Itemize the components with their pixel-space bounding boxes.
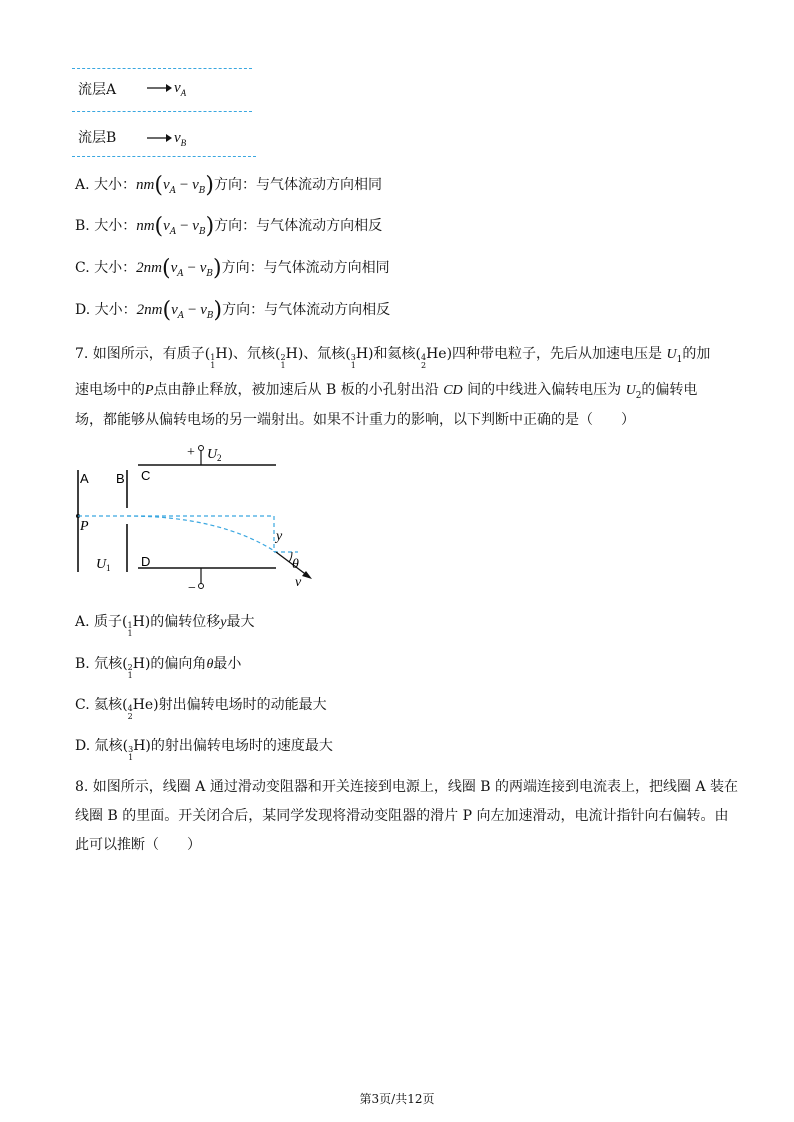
layer-a-label: 流层A [78,82,117,98]
label-d: D [141,554,151,569]
layer-b-velocity: $v_B$ [174,130,187,148]
layer-b-arrow [146,132,172,144]
label-c: C [141,468,151,483]
q7-option-d: D. 氚核( 3 1 H)的射出偏转电场时的速度最大 [75,738,333,762]
layer-a-velocity: $v_A$ [174,80,187,98]
label-y: y [276,529,283,544]
q8-stem-line3: 此可以推断（ ） [75,837,201,853]
q8-stem-line2: 线圈 B 的里面。开关闭合后，某同学发现将滑动变阻器的滑片 P 向左加速滑动，电流计指针向右偏转。由 [75,808,729,824]
label-theta: θ [292,557,299,572]
label-plus: + [187,445,195,460]
label-u2: U [207,447,218,462]
q6-option-b: B. 大小：$nm(v_A - v_B)$方向：与气体流动方向相反 [75,214,383,239]
q6-option-a: A. 大小：$nm(v_A - v_B)$方向：与气体流动方向相同 [75,173,382,198]
label-b: B [116,471,125,486]
q7-stem-line3: 场，都能够从偏转电场的另一端射出。如果不计重力的影响，以下判断中正确的是（ ） [75,412,635,428]
terminal-bottom [199,584,204,589]
q7-stem-line2: 速电场中的P点由静止释放，被加速后从 B 板的小孔射出沿 CD 间的中线进入偏转电压为 $U_2$的偏转电 [75,382,698,401]
label-u1: U [96,557,107,572]
q7-option-a: A. 质子( 1 1 H)的偏转位移y最大 [75,614,255,638]
layer-divider-top [72,68,252,69]
label-u1-sub: 1 [106,563,111,573]
layer-divider-bottom [72,156,256,157]
layer-a-arrow [146,82,172,94]
label-v: v [295,575,302,590]
q8-stem-line1: 8. 如图所示，线圈 A 通过滑动变阻器和开关连接到电源上，线圈 B 的两端连接到电流表上，把线圈 A 装在 [75,779,739,795]
q6-option-d: D. 大小：$2nm(v_A - v_B)$方向：与气体流动方向相反 [75,298,391,323]
layer-b-label: 流层B [78,130,117,146]
q7-option-c: C. 氦核( 4 2 He)射出偏转电场时的动能最大 [75,697,327,721]
label-minus: − [188,581,196,590]
page-number: 第3页/共12页 [359,1092,435,1106]
label-a: A [80,471,89,486]
label-p: P [80,519,89,534]
q7-stem-line1: 7. 如图所示，有质子( 1 1 H)、氘核( 2 1 H)、氚核( 3 1 H)和氦核( 4 2 He)四种带电粒子，先后从加速电压是 $U_1$的加 [75,346,711,370]
q7-option-b: B. 氘核( 2 1 H)的偏向角θ最小 [75,656,242,680]
layer-divider-middle [72,111,252,112]
deflection-diagram [70,440,320,590]
trajectory [127,516,276,552]
q6-option-c: C. 大小：$2nm(v_A - v_B)$方向：与气体流动方向相同 [75,256,390,281]
label-u2-sub: 2 [217,453,222,463]
terminal-top [199,446,204,451]
